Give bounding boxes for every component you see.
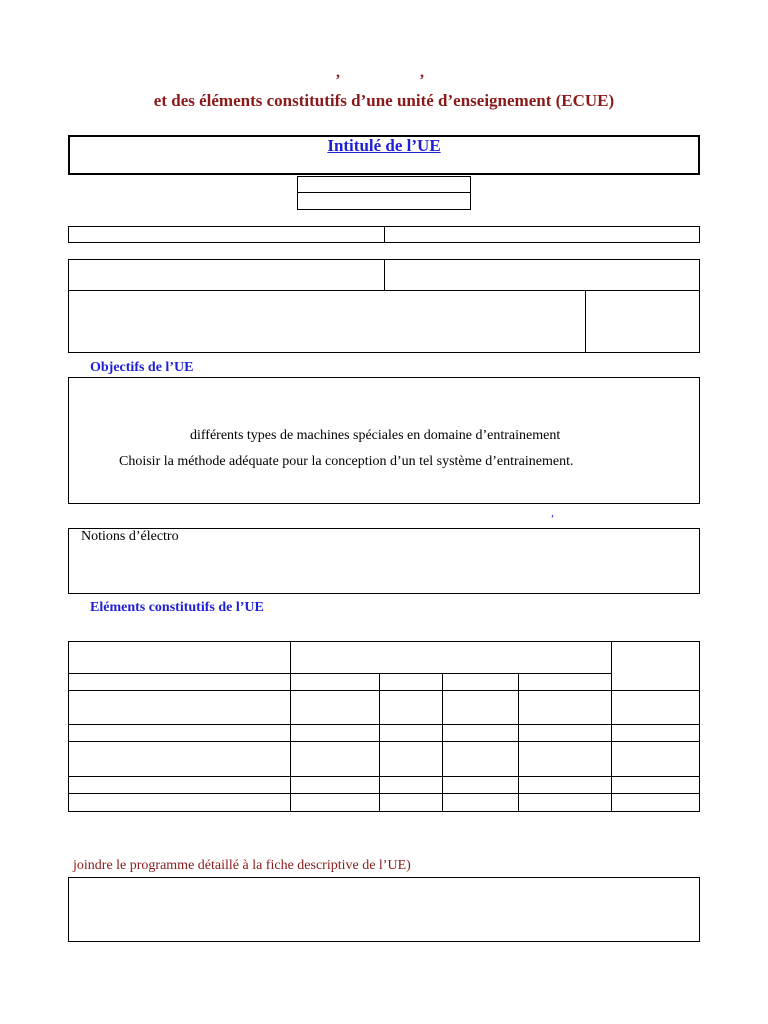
program-note: joindre le programme détaillé à la fiche descriptive de l’UE) — [73, 858, 411, 873]
elements-table-row-line — [68, 724, 700, 725]
code-table-divider — [297, 192, 471, 193]
ue-title: Intitulé de l’UE — [327, 136, 441, 155]
elements-table-col-line — [518, 673, 519, 812]
code-table — [297, 176, 471, 210]
elements-table-col-line — [442, 673, 443, 812]
info-block-hdivider — [68, 290, 700, 291]
page-title: et des éléments constitutifs d’une unité d’enseignement (ECUE) — [153, 91, 615, 110]
objectives-line-2: Choisir la méthode adéquate pour la conception d’un tel système d’entrainement. — [119, 454, 574, 469]
stray-mark: , — [551, 505, 554, 519]
elements-table-row-line — [68, 690, 700, 691]
objectives-heading: Objectifs de l’UE — [90, 360, 194, 375]
prerequisites-text: Notions d’électro — [81, 529, 179, 544]
elements-heading: Eléments constitutifs de l’UE — [90, 600, 264, 615]
objectives-line-1: différents types de machines spéciales en domaine d’entrainement — [190, 428, 561, 443]
header-commas: , , — [336, 64, 424, 81]
elements-table-row-line — [68, 673, 611, 674]
elements-table-row-line — [68, 776, 700, 777]
info-row-divider — [384, 226, 385, 243]
elements-table-col-line — [379, 673, 380, 812]
elements-table-col-line — [290, 641, 291, 812]
elements-table — [68, 641, 700, 812]
program-box — [68, 877, 700, 942]
elements-table-row-line — [68, 741, 700, 742]
info-block-vdivider-top — [384, 259, 385, 290]
elements-table-col-line — [611, 641, 612, 812]
elements-table-row-line — [68, 793, 700, 794]
info-block-vdivider-bottom — [585, 290, 586, 353]
